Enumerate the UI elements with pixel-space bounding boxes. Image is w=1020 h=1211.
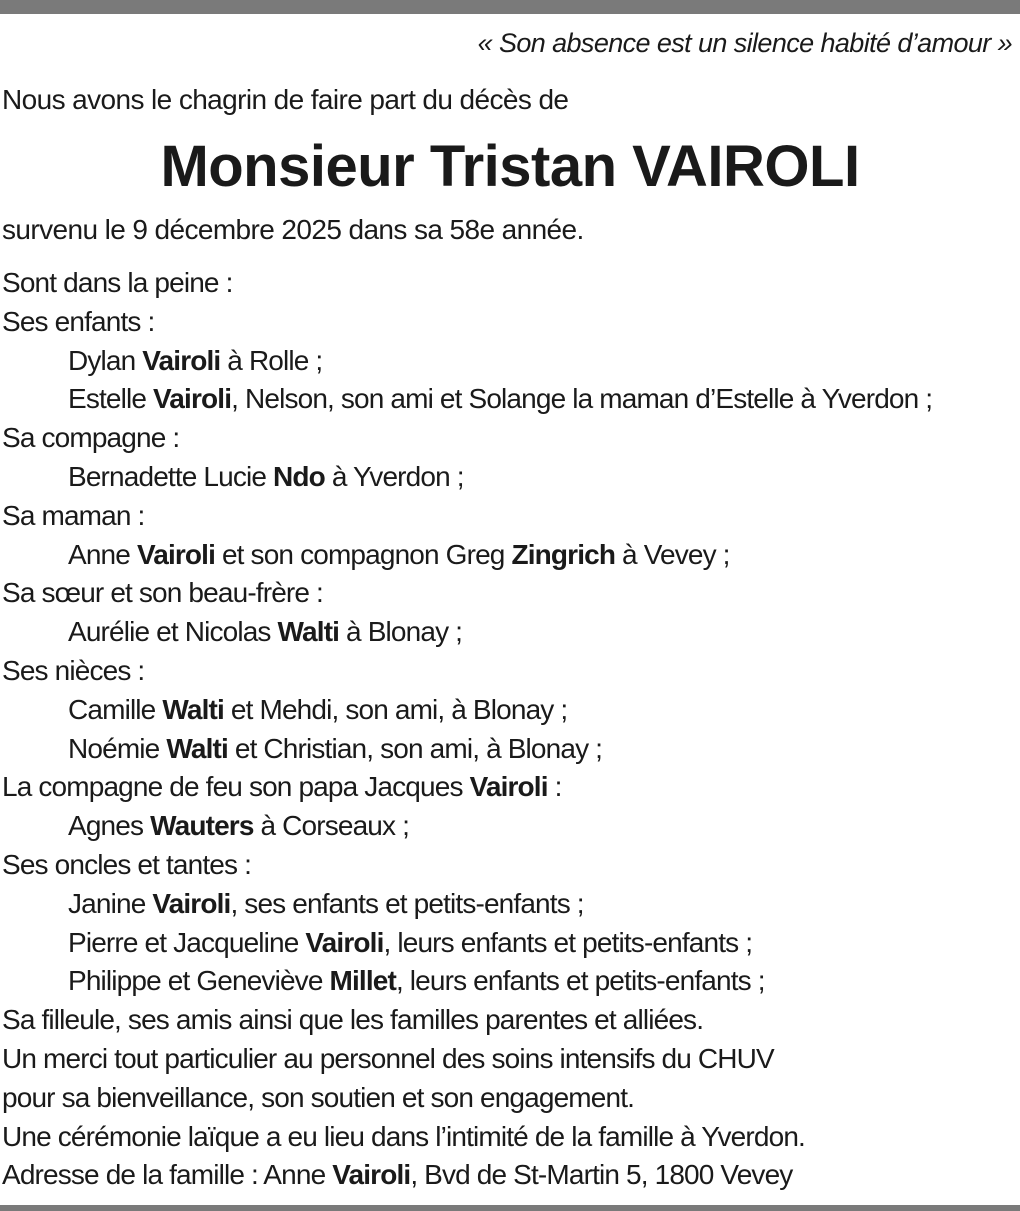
line-text: à Rolle ;	[220, 344, 323, 376]
line-text: Philippe et Geneviève	[68, 965, 330, 997]
line-text: à Vevey ;	[615, 538, 730, 570]
line-text: Un merci tout particulier au personnel des soins intensifs du CHUV	[2, 1042, 774, 1074]
notice-line	[2, 380, 1018, 419]
notice-line	[2, 768, 1018, 807]
line-text: Ses oncles et tantes :	[2, 848, 252, 880]
notice-line	[2, 962, 1018, 1001]
line-text: Bernadette Lucie	[68, 460, 274, 492]
notice-line	[2, 303, 1018, 342]
top-border	[0, 0, 1020, 14]
deceased-name: Monsieur Tristan VAIROLI	[160, 134, 860, 199]
line-text: Janine	[68, 887, 153, 919]
line-text: Sa sœur et son beau-frère :	[2, 577, 323, 609]
line-text: Pierre et Jacqueline	[68, 926, 306, 958]
line-text: La compagne de feu son papa Jacques	[2, 771, 470, 803]
notice-body	[2, 264, 1018, 1195]
notice-line	[2, 613, 1018, 652]
notice-line	[2, 574, 1018, 613]
line-text: , leurs enfants et petits-enfants ;	[395, 965, 765, 997]
line-text: à Blonay ;	[339, 616, 463, 648]
family-surname: Walti	[277, 616, 340, 648]
line-text: pour sa bienveillance, son soutien et son engagement.	[2, 1081, 635, 1113]
intro-text: Nous avons le chagrin de faire part du décès de	[2, 84, 569, 115]
family-surname: Walti	[162, 693, 224, 725]
family-surname: Walti	[166, 732, 228, 764]
death-date-text: survenu le 9 décembre 2025 dans sa 58e année.	[2, 214, 584, 245]
line-text: , Nelson, son ami et Solange la maman d’Estelle à Yverdon ;	[231, 383, 933, 415]
notice-line	[2, 264, 1018, 303]
line-text: Aurélie et Nicolas	[68, 616, 278, 648]
family-surname: Vairoli	[305, 926, 384, 958]
family-surname: Vairoli	[136, 538, 216, 570]
line-text: Dylan	[68, 344, 143, 376]
notice-line	[2, 1079, 1018, 1118]
notice-line	[2, 458, 1018, 497]
line-text: Une cérémonie laïque a eu lieu dans l’intimité de la famille à Yverdon.	[2, 1120, 805, 1152]
line-text: Adresse de la famille : Anne	[2, 1159, 333, 1191]
family-surname: Vairoli	[152, 887, 231, 919]
line-text: et Mehdi, son ami, à Blonay ;	[223, 693, 568, 725]
line-text: Sa filleule, ses amis ainsi que les familles parentes et alliées.	[2, 1004, 704, 1036]
line-text: Ses enfants :	[2, 305, 155, 337]
family-surname: Vairoli	[469, 771, 548, 803]
notice-line	[2, 652, 1018, 691]
notice-line	[2, 1040, 1018, 1079]
line-text: Ses nièces :	[2, 654, 145, 686]
line-text: , ses enfants et petits-enfants ;	[230, 887, 584, 919]
family-surname: Vairoli	[332, 1159, 411, 1191]
notice-line	[2, 1118, 1018, 1157]
notice-line	[2, 924, 1018, 963]
notice-line	[2, 419, 1018, 458]
line-text: à Yverdon ;	[324, 460, 464, 492]
notice-line	[2, 691, 1018, 730]
notice-line	[2, 497, 1018, 536]
notice-line	[2, 730, 1018, 769]
epitaph-quote: « Son absence est un silence habité d’amour »	[477, 28, 1012, 58]
line-text: , leurs enfants et petits-enfants ;	[383, 926, 753, 958]
line-text: Estelle	[68, 383, 154, 415]
line-text: à Corseaux ;	[253, 810, 410, 842]
notice-line	[2, 807, 1018, 846]
line-text: Camille	[68, 693, 163, 725]
line-text: et Christian, son ami, à Blonay ;	[227, 732, 603, 764]
family-surname: Ndo	[273, 460, 325, 492]
notice-line	[2, 1156, 1018, 1195]
notice-line	[2, 342, 1018, 381]
notice-line	[2, 885, 1018, 924]
family-surname: Zingrich	[511, 538, 616, 570]
line-text: Sont dans la peine :	[2, 267, 233, 298]
line-text: Sa maman :	[2, 499, 145, 531]
line-text: Noémie	[68, 732, 167, 764]
family-surname: Vairoli	[153, 383, 232, 415]
notice-line	[2, 536, 1018, 575]
line-text: Anne	[68, 538, 137, 570]
line-text: Agnes	[68, 810, 151, 842]
family-surname: Millet	[329, 965, 396, 997]
line-text: Sa compagne :	[2, 422, 180, 454]
line-text: :	[547, 771, 562, 803]
family-surname: Wauters	[150, 810, 254, 842]
family-surname: Vairoli	[142, 344, 221, 376]
notice-line	[2, 846, 1018, 885]
line-text: et son compagnon Greg	[215, 538, 512, 570]
line-text: , Bvd de St-Martin 5, 1800 Vevey	[410, 1159, 793, 1191]
notice-line	[2, 1001, 1018, 1040]
bottom-border	[0, 1205, 1020, 1211]
